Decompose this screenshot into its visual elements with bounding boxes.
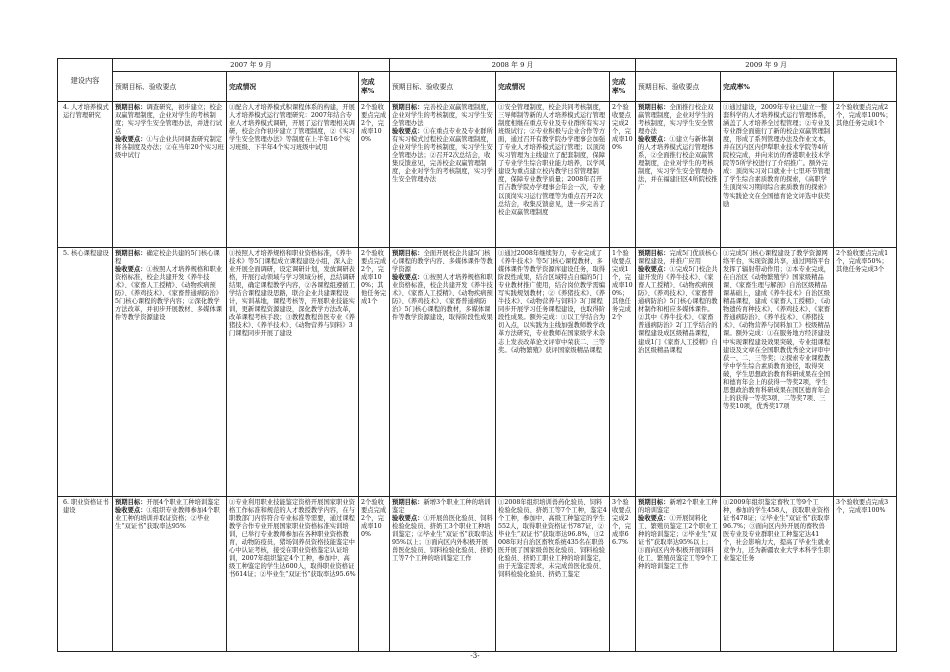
acceptance-label: 验收要点： bbox=[115, 266, 147, 274]
goal-label: 预期目标： bbox=[115, 104, 147, 111]
goal-text: 全面推行校企双赢管理制度，企业对学生的考核制度，实习学生安全管理办法 bbox=[638, 104, 714, 136]
goal-text: 完善校企双赢管理制度，企业对学生的考核制度，实习学生安全管理办法 bbox=[392, 104, 493, 128]
item-name-cell: 6. 职业资格证书建设 bbox=[58, 497, 113, 652]
acceptance-label: 验收要点： bbox=[115, 507, 147, 515]
period-3-header: 2009 年 9 月 bbox=[636, 59, 897, 72]
status-cell: ①2008年组织培训兽药化验员、饲料检验化验员、挤奶工等7个工种，鉴定4个工种，参加中、高级工种鉴定的学生552人，取得职业资格证书787证，②毕业生“双证书”获取率达96.8%，③2008年对自治区畜牧系统435名在职兽医开展了国家级兽医化验员、饲料检验化验员、挤奶工职业工种的培训鉴定，由于无鉴定需求，未完成兽医化验员、饲料检验化验员、挤奶工鉴定 bbox=[496, 497, 610, 652]
rate-cell: 1个验收要点完成1个，完成率100%；其他任务完成2个 bbox=[610, 248, 636, 497]
status-cell: ①完成5门核心课程建设了教学资源网络平台，实现资源共享，通过网络平台发挥了辐射带动作用；②本专业完成，在自治区《动物繁殖学》国家级精品课、《家畜生理与解剖》自治区级精品课基础上，建成《养牛技术》自治区级精品课程，建成《家畜人工授精》、《动物遗传育种技术》、《养鸡技术》、《家畜普通病防治》、《养羊技术》、《养猪技术》、《动物营养与饲料加工》校级精品课。额外完成：①在服务地方经济建设中实现课程建设效果突破，专业组课程建设及文章在全国职教优秀论文评审中获一、二、三等奖；②探索专业课程教学中学生综合素质教育途径，取得突破，学生思想政治教育科研成果在全国和德育年会上的获得一等奖2项，学生思想政治教育科研成果在国区德育年会上的获得一等奖3项、二等奖7项、三等奖10项，优秀奖17项 bbox=[721, 248, 834, 497]
goal-label: 预期目标： bbox=[392, 250, 424, 257]
goal-cell bbox=[636, 248, 721, 497]
period-2-header: 2008 年 9 月 bbox=[390, 59, 636, 72]
acceptance-label: 验收要点： bbox=[638, 266, 670, 274]
goal-label: 预期目标： bbox=[638, 499, 670, 506]
goal-text: 新增2个职业工种的培训鉴定 bbox=[638, 499, 718, 515]
table-row bbox=[58, 102, 897, 248]
status-cell: ①按照人才培养规格和职业资格标准，《养牛技术》等5门课程成立课程建设小组，深入企业开展全面调研，设定调研计划，发放调研表格，开展行动领域与学习领域分析，总结调研结果，确定课程教学内容，②各课程组遵循工学结合课程建设思路，联合企业共建课程设计，实训基地，课程考核等，开展职业技能实训，更新课程资源建设，深化教学方法改革，改革课程考核手段；③教程教程兽医专业《养猪技术》、《养羊技术》、《动物营养与饲料》3门课程同步开展了建设 bbox=[227, 248, 359, 497]
goal-column-header: 预期目标、验收要点 bbox=[113, 72, 227, 102]
rate-cell: 3个验收要点完成2个，完成率66.7% bbox=[610, 497, 636, 652]
status-cell: ①通过2008年继续努力，专业完成了《养牛技术》等5门核心课程教材、多媒体课件等教学资源库建设任务，取得阶段性成果，结合区域特点自编的5门专业教材推广使用，结合岗位教学需编写实践规划教材；②《养猪技术》、《养牛技术》、《动物营养与饲料》3门课程同步开展学习任务课程建设，也取得阶段性成果。额外完成：①以工学结合为切入点，以实践为主线加强教师教学改革方法研究，专业教师在国家级学术杂志上发表改革论文评审中荣获二、三等奖。《动物繁殖》获评国家级精品课程 bbox=[496, 248, 610, 497]
status-column-header: 完成率% bbox=[721, 72, 834, 102]
status-cell: ①专业利用职业技能鉴定资格开展国家职业资格工作标准和规范的人才教授教学内容，在与职教部门内容符合专业标准等需要，通过课程教学合作专业开展国家职业资格标准实训培训，已举行专业教师参加在各种职业资格教育，动物防疫员，猪场饲养员资格技能鉴定中心中认证考核，接受在职业资格鉴定认证培训，2007年组织鉴定4个工种，参加中、高级工种鉴定的学生达600人，取得职业资格证书614证；②毕业生“双证书”获取率达95.6% bbox=[227, 497, 359, 652]
goal-text: 完成5门优质核心课程建设，并推广应用 bbox=[638, 250, 718, 266]
goal-column-header: 预期目标、验收要点 bbox=[390, 72, 496, 102]
acceptance-text: ①与企业共同调查研究制定将各制度及办法；②在当年20个实习班级中试行 bbox=[115, 136, 224, 160]
acceptance-label: 验收要点： bbox=[638, 515, 670, 523]
acceptance-label: 验收要点： bbox=[392, 515, 424, 523]
status-cell: ①2009年组织鉴定畜牧工等9个工种，参加的学生458人，获取职业资格证书478证；②毕业生“双证书”获取率96.7%；③面向区内外开展的畜牧兽医专业及专业群职业工种鉴定达41个，社会影响力大，提高了毕业生就业竞争力，还为新疆农业大学本科学生职业鉴定任务 bbox=[721, 497, 834, 652]
status-cell: ①通过建设，2009年专业已建立一整套科学的人才培养模式运行管理体系，涵盖了人才培养全过程管理；②专业及专业群全面施行了新的校企双赢管理制度，形成了系列管理办法及作业文本，并在区内区内伊犁职业技术学院等4所院校完成，并向来访的香港职业技术学院等5所学校进行了介绍推广。额外完成：顶岗实习对口就业十七里环节管理了学生综合素质教育的探索，《高职学生顶岗实习期间综合素质教育的探索》等实践论文在全国德育论文评选中获奖励 bbox=[721, 102, 834, 248]
goal-text: 新增3个职业工种的培训鉴定 bbox=[392, 499, 491, 515]
period-1-header: 2007 年 9 月 bbox=[113, 59, 390, 72]
rate-cell: 2个验收要点完成2个，完成率100% bbox=[359, 102, 390, 248]
goal-column-header: 预期目标、验收要点 bbox=[636, 72, 721, 102]
acceptance-text: ①按照人才培养规格和职业资格标准，校企共建开发《养牛技术》、《家畜人工授精》、《动物疾病预防》、《养鸡技术》、《家畜普通病防治》5门核心课程的教材，多媒体课件等教学资源建设，取得阶段性成果 bbox=[392, 274, 493, 322]
goal-text: 调查研究，初步建立；校企双赢管理制度，企业对学生的考核制度；实习学生安全管理办法，并进行试点 bbox=[115, 104, 223, 136]
rate-cell: 2个验收要点完成2个，完成率100%；其他任务完成1个 bbox=[834, 102, 897, 248]
goal-text: 开展4个职业工种培训鉴定 bbox=[146, 499, 220, 506]
goal-cell bbox=[390, 497, 496, 652]
acceptance-text: ①按照人才培养规格和职业资格标准，校企共建开发《养牛技术》、《家畜人工授精》、《动物疾病预防》、《养鸡技术》、《家畜普通病防治》5门核心课程的教学内容；②深化教学方法改革，并初步开展教材、多媒体课件等教学资源建设 bbox=[115, 266, 223, 322]
goal-label: 预期目标： bbox=[392, 104, 424, 111]
goal-cell bbox=[390, 102, 496, 248]
rate-cell: 2个验收要点完成1个，完成率50%；其他任务完成3个 bbox=[834, 248, 897, 497]
rate-column-header: 完成率% bbox=[359, 72, 390, 102]
acceptance-label: 验收要点： bbox=[638, 136, 670, 144]
status-cell: ①配合人才培养模式积课程体系的构建，开展人才培养模式运行管理研究：2007年结合专业人才培养模式调研，开展了运行管理相关调研，校企合作初步建立了管理制度，②《实习学生安全管理办法》等制度在上半年16个实习班级、下半年4个实习班级中试用 bbox=[227, 102, 359, 248]
rate-cell: 2个验收要点完成2个，完成率100% bbox=[359, 497, 390, 652]
goal-text: 全面开展校企共建5门核心课程的教学内容、多媒体课件等教学资源 bbox=[392, 250, 493, 274]
rate-cell: 2个验收要点完成2个，完成率100% bbox=[610, 102, 636, 248]
goal-text: 确定校企共建的5门核心课程 bbox=[115, 250, 220, 266]
status-cell: ①安全管理制度，校企共同考核制度，三导师制等新的人才培养模式运行管理制度相继在重点专业及专业群所有实习班级试行；②专业积极与企业合作等方面，通过召开有教学院办学理事会加强了专业人才培养模式运行管理；以顶岗实习管理为主线建立了配套制度，保障了专业学生综合职业能力培养，以学风建设为重点建立校内教学日常管理制度，保障专业教学质量；2008年召开百吉教学院办学理事会年会一次，专业以顶岗实习运行管理等为重点召开2次总结会，收集反馈意见，进一步完善了校企双赢管理制度 bbox=[496, 102, 610, 248]
goal-label: 预期目标： bbox=[638, 104, 670, 111]
goal-cell bbox=[636, 497, 721, 652]
table-row bbox=[58, 497, 897, 652]
page-number: -3- bbox=[470, 652, 480, 660]
status-column-header: 完成情况 bbox=[496, 72, 610, 102]
rate-column-header bbox=[834, 72, 897, 102]
item-name-cell: 4. 人才培养模式运行管理研究 bbox=[58, 102, 113, 248]
status-column-header: 完成情况 bbox=[227, 72, 359, 102]
table-row bbox=[58, 248, 897, 497]
rate-cell: 3个验收要点完成3个，完成率100% bbox=[834, 497, 897, 652]
construction-progress-table bbox=[57, 58, 897, 652]
goal-cell bbox=[113, 248, 227, 497]
goal-cell bbox=[390, 248, 496, 497]
acceptance-text: ①开展兽医化验员、饲料检验化验员、挤奶工3个职业工种培训鉴定；②毕业生“双证书”获取率达95%以上；③面向区内外积极开展兽医化验员、饲料检验化验员、挤奶工等7个工种的培训鉴定工作 bbox=[392, 515, 493, 563]
goal-cell bbox=[113, 102, 227, 248]
acceptance-text: ①建立与新体制的人才培养模式运行管理体系，②全面推行校企双赢管理制度，企业对学生的考核制度，实习学生安全管理办法，并在福建旧区4所院校推广 bbox=[638, 136, 718, 192]
acceptance-text: ①在重点专业及专业群所有实习模式过程校企双赢管理制度，企业对学生的考核制度，实习学生安全管理办法；②召开2次总结会，收集反馈意见，完善校企双赢管理制度，企业对学生的考核制度，实习学生安全管理办法 bbox=[392, 128, 493, 184]
goal-label: 预期目标： bbox=[392, 499, 424, 506]
acceptance-text: ①完成5门校企共建开发的《养牛技术》、《家畜人工授精》、《动物疾病预防》、《养鸡技术》、《家畜普通病防治》5门核心课程的教材制作和相应多媒体课件。②其中《养牛技术》、《家畜普通病防治》2门工学结合的课程建设成区级精品课程，建成1门《家畜人工授精》自治区级精品课程 bbox=[638, 266, 718, 354]
acceptance-label: 验收要点： bbox=[392, 274, 424, 282]
goal-cell bbox=[113, 497, 227, 652]
goal-label: 预期目标： bbox=[115, 499, 147, 506]
rate-cell: 2个验收要点完成2个，完成率100%；其他任务完成1个 bbox=[359, 248, 390, 497]
goal-cell bbox=[636, 102, 721, 248]
goal-label: 预期目标： bbox=[638, 250, 670, 257]
item-name-cell: 5. 核心课程建设 bbox=[58, 248, 113, 497]
acceptance-label: 验收要点： bbox=[115, 136, 147, 144]
rate-column-header: 完成率% bbox=[610, 72, 636, 102]
corner-header: 建设内容 bbox=[58, 59, 113, 102]
acceptance-text: ①组织专业教师参加4个职业工种的培训并取证资格；②毕业生“双证书”获取率达95% bbox=[115, 507, 220, 531]
goal-label: 预期目标： bbox=[115, 250, 147, 257]
acceptance-label: 验收要点： bbox=[392, 128, 424, 136]
acceptance-text: ①开展饲料化工、繁殖员鉴定工2个职业工种的培训鉴定；②毕业生“双证书”获取率达95%以上；③面向区内外积极开展饲料化工、繁殖员鉴定工等9个工种的培训鉴定工作 bbox=[638, 515, 718, 571]
